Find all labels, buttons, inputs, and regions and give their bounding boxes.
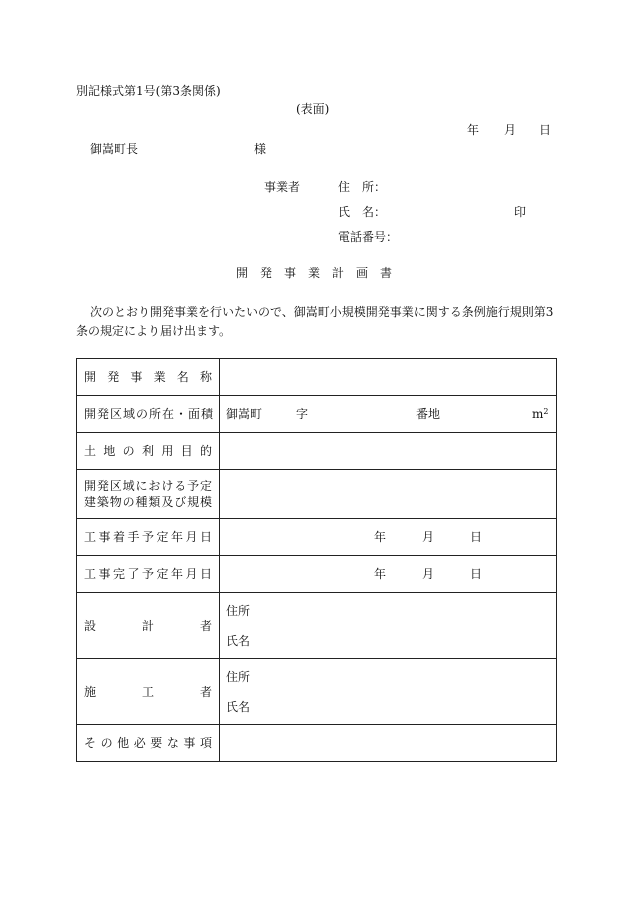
table-row-location	[77, 396, 557, 433]
label-cell	[77, 593, 220, 659]
start-day-label: 日	[470, 530, 483, 544]
end-date-field[interactable]	[220, 556, 557, 593]
side-label: (表面)	[296, 102, 330, 116]
designer-field[interactable]	[220, 593, 557, 659]
location-banchi: 番地	[416, 407, 441, 421]
applicant-address-label: 住 所：	[338, 180, 387, 194]
start-month-label: 月	[422, 530, 435, 544]
intro-text-line2: 条の規定により届け出ます。	[76, 324, 232, 338]
table-row-building	[77, 470, 557, 519]
end-day-label: 日	[470, 567, 483, 581]
applicant-label: 事業者	[264, 180, 301, 194]
start-date-label: 工事着手予定年月日	[84, 530, 212, 544]
date-month-label: 月	[504, 123, 517, 137]
end-year-label: 年	[374, 567, 387, 581]
constructor-label: 施工者	[84, 684, 212, 699]
label-cell	[77, 659, 220, 725]
form-number: 別記様式第1号(第3条関係)	[76, 84, 221, 98]
date-day-label: 日	[539, 123, 552, 137]
table-row-land-use	[77, 433, 557, 470]
location-aza: 字	[296, 407, 309, 421]
label-cell	[77, 396, 220, 433]
label-cell	[77, 519, 220, 556]
table-row-constructor	[77, 659, 557, 725]
label-cell	[77, 433, 220, 470]
table-row-end-date	[77, 556, 557, 593]
area-unit: $m^2$	[532, 407, 549, 421]
label-cell	[77, 359, 220, 396]
designer-label: 設計者	[84, 618, 212, 633]
other-field[interactable]	[220, 725, 557, 762]
location-label: 開発区域の所在・面積	[84, 407, 213, 421]
table-row-other	[77, 725, 557, 762]
table-row-start-date	[77, 519, 557, 556]
project-name-label: 開発事業名称	[84, 370, 212, 384]
date-year-label: 年	[467, 123, 480, 137]
table-row-project-name	[77, 359, 557, 396]
start-year-label: 年	[374, 530, 387, 544]
label-cell	[77, 725, 220, 762]
constructor-field[interactable]	[220, 659, 557, 725]
other-label: その他必要な事項	[84, 736, 212, 750]
land-use-field[interactable]	[220, 433, 557, 470]
constructor-address-label: 住所	[226, 670, 251, 684]
label-cell	[77, 556, 220, 593]
applicant-name-label: 氏 名：	[338, 205, 387, 219]
start-date-field[interactable]	[220, 519, 557, 556]
label-cell	[77, 470, 220, 519]
building-label-line1: 開発区域における予定	[84, 479, 212, 493]
building-label-line2: 建築物の種類及び規模	[84, 495, 212, 509]
honorific: 様	[254, 142, 267, 156]
seal-mark: 印	[514, 205, 527, 219]
applicant-phone-label: 電話番号：	[338, 230, 399, 244]
designer-address-label: 住所	[226, 604, 251, 618]
intro-text-line1: 次のとおり開発事業を行いたいので、御嵩町小規模開発事業に関する条例施行規則第3	[90, 305, 554, 319]
form-table	[76, 358, 557, 762]
constructor-name-label: 氏名	[226, 700, 251, 714]
building-field[interactable]	[220, 470, 557, 519]
end-date-label: 工事完了予定年月日	[84, 567, 212, 581]
end-month-label: 月	[422, 567, 435, 581]
land-use-label: 土地の利用目的	[84, 444, 212, 458]
table-row-designer	[77, 593, 557, 659]
designer-name-label: 氏名	[226, 634, 251, 648]
location-field[interactable]	[220, 396, 557, 433]
location-town: 御嵩町	[226, 407, 263, 421]
addressee: 御嵩町長	[90, 142, 139, 156]
document-title: 開 発 事 業 計 画 書	[236, 266, 392, 280]
project-name-field[interactable]	[220, 359, 557, 396]
